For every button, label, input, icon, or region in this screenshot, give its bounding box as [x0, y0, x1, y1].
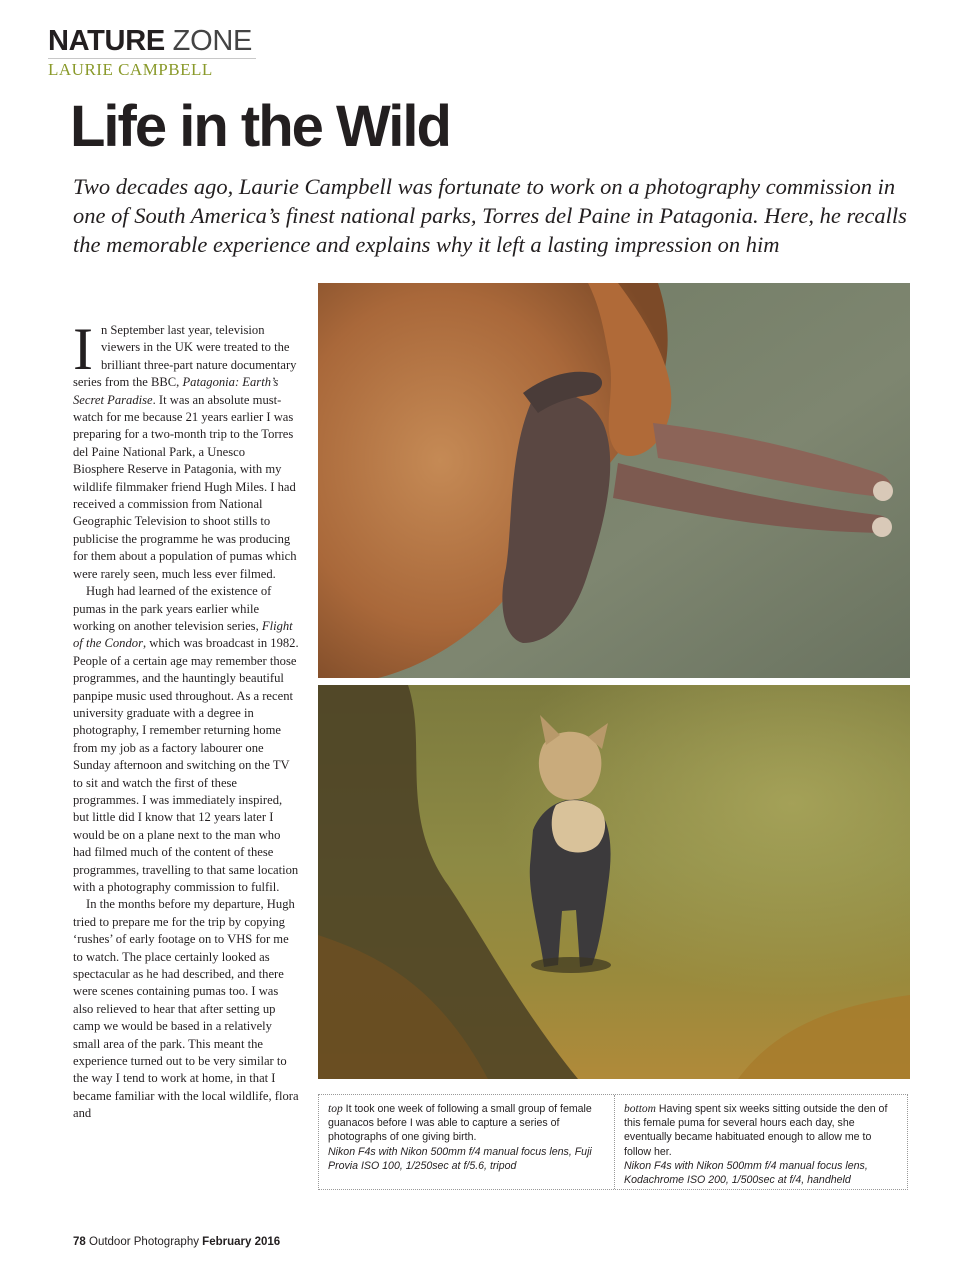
page-footer [73, 1236, 280, 1248]
caption-text-bottom: Having spent six weeks sitting outside the den of this female puma for several hours each day, she eventually became habituated enough to allow me to follow her. [624, 1103, 888, 1158]
programme-title: Flight of the Condor [73, 618, 293, 651]
puma-illustration [318, 685, 910, 1079]
body-paragraph-1 [73, 316, 299, 583]
caption-tech-top: Nikon F4s with Nikon 500mm f/4 manual focus lens, Fuji Provia ISO 100, 1/250sec at f/5.6, tripod [328, 1145, 592, 1172]
body-text: , which was broadcast in 1982. People of a certain age may remember those programmes, and the hauntingly beautiful panpipe music used throughout. As a recent university graduate with a degree in photography, I remember returning home from my job as a factory labourer one Sunday afternoon and switching on the TV to sit and watch the first of these programmes. I was immediately inspired, but little did I know that 12 years later I would be on a plane next to the man who had filmed much of the content of these programmes, travelling to that same location with a photography commission to fulfil. [73, 636, 299, 894]
caption-top [328, 1102, 600, 1173]
caption-divider [614, 1095, 615, 1189]
puma-photo [318, 685, 910, 1079]
body-paragraph-2 [73, 583, 299, 896]
guanaco-illustration [318, 283, 910, 678]
guanaco-birth-photo [318, 283, 910, 678]
body-text: n September last year, television viewers in the UK were treated to the brilliant three-part nature documentary series from the BBC, [73, 323, 297, 390]
section-divider [48, 58, 256, 59]
section-title [48, 24, 252, 58]
caption-tech-bottom: Nikon F4s with Nikon 500mm f/4 manual focus lens, Kodachrome ISO 200, 1/500sec at f/4, handheld [624, 1159, 868, 1187]
body-text-column [73, 316, 299, 1123]
caption-bottom [624, 1102, 896, 1187]
article-standfirst: Two decades ago, Laurie Campbell was fortunate to work on a photography commission in one of South America’s finest national parks, Torres del Paine in Patagonia. Here, he recalls the memorable experience and explains why it left a lasting impression on him [73, 174, 907, 257]
caption-label-top: top [328, 1103, 343, 1115]
programme-title: Patagonia: Earth’s Secret Paradise [73, 375, 279, 407]
page-number: 78 [73, 1236, 86, 1248]
article-headline: Life in the Wild [70, 94, 450, 159]
magazine-name: Outdoor Photography [89, 1236, 199, 1248]
caption-text-top: It took one week of following a small group of female guanacos before I was able to capture a series of photographs of one giving birth. [328, 1103, 592, 1144]
caption-label-bottom: bottom [624, 1103, 656, 1115]
section-title-light: ZONE [172, 25, 253, 57]
drop-cap: I [73, 316, 93, 382]
section-title-bold: NATURE [48, 25, 165, 57]
body-text: . It was an absolute must-watch for me because 21 years earlier I was preparing for a two-month trip to the Torres del Paine National Park, a Unesco Biosphere Reserve in Patagonia, with my wildlife filmmaker friend Hugh Miles. I had received a commission from National Geographic Television to shoot stills to publicise the programme he was producing for them about a population of pumas which were rarely seen, much less ever filmed. [73, 392, 297, 581]
issue-date: February 2016 [202, 1236, 281, 1248]
photo-captions [318, 1094, 908, 1190]
author-name: LAURIE CAMPBELL [48, 60, 213, 79]
section-header [48, 24, 252, 58]
body-paragraph-3: In the months before my departure, Hugh tried to prepare me for the trip by copying ‘rushes’ of early footage on to VHS for me to watch. The place certainly looked as spectacular as he had described, and there were scenes containing pumas too. I was also relieved to hear that after setting up camp we would be based in a relatively small area of the park. This meant the experience turned out to be very similar to the way I tend to work at home, in that I became familiar with the local wildlife, flora and [73, 897, 299, 1121]
body-text: Hugh had learned of the existence of pumas in the park years earlier while working on another television series, [73, 584, 272, 633]
